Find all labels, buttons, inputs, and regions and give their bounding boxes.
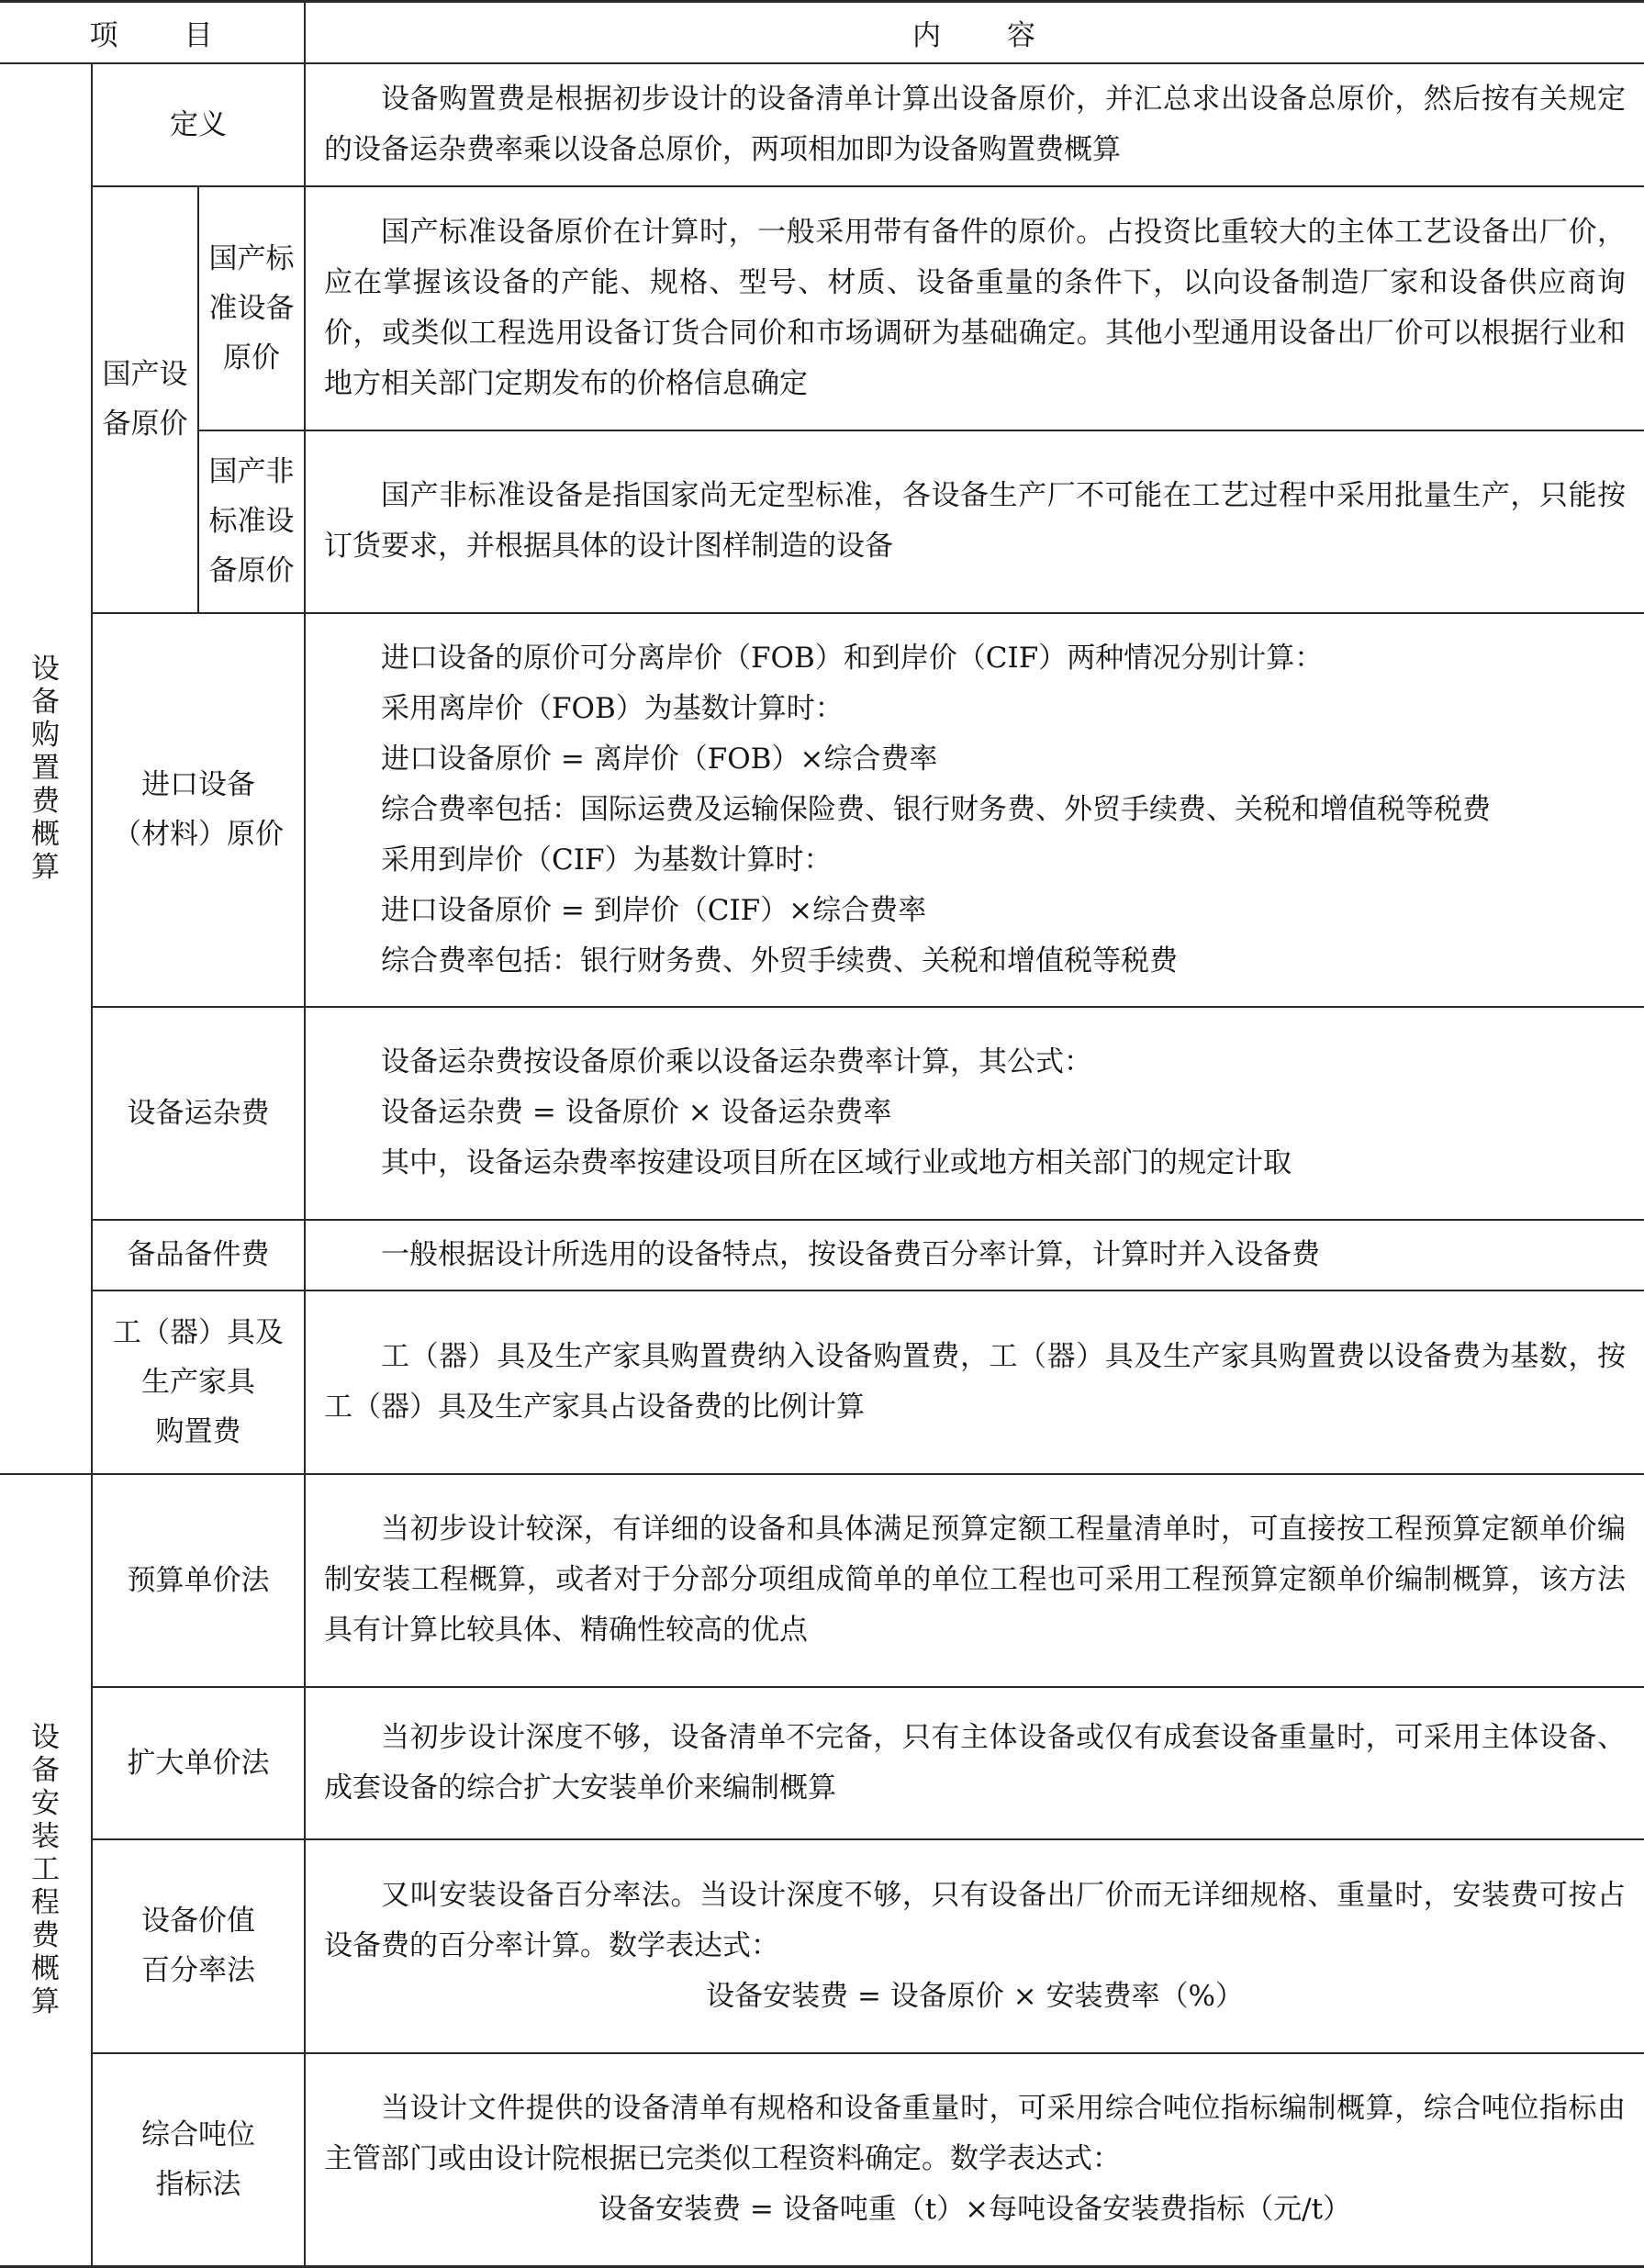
row-label: 定义 <box>92 63 305 186</box>
row-label: 综合吨位 指标法 <box>92 2053 305 2267</box>
row-content: 一般根据设计所选用的设备特点，按设备费百分率计算，计算时并入设备费 <box>305 1220 1644 1290</box>
table-row <box>0 430 1644 613</box>
row-content: 进口设备的原价可分离岸价（FOB）和到岸价（CIF）两种情况分别计算： 采用离岸价（FOB）为基数计算时： 进口设备原价 = 离岸价（FOB）×综合费率 综合费率包括：国际运费及运输保险费、银行财务费、外贸手续费、关税和增值税等税费 采用到岸价（CIF）为基数计算时： 进口设备原价 = 到岸价（CIF）×综合费率 综合费率包括：银行财务费、外贸手续费、关税和增值税等税费 <box>305 613 1644 1007</box>
row-content: 设备运杂费按设备原价乘以设备运杂费率计算，其公式： 设备运杂费 = 设备原价 × 设备运杂费率 其中，设备运杂费率按建设项目所在区域行业或地方相关部门的规定计取 <box>305 1007 1644 1220</box>
group-label-purchase: 设 备 购 置 费 概 算 <box>0 63 92 1474</box>
table-row <box>0 1474 1644 1687</box>
row-label: 扩大单价法 <box>92 1687 305 1839</box>
formula: 设备安装费 = 设备吨重（t）×每吨设备安装费指标（元/t） <box>598 2193 1352 2227</box>
row-sublabel: 国产非 标准设 备原价 <box>198 430 305 613</box>
table-row <box>0 2053 1644 2267</box>
row-content: 当初步设计较深，有详细的设备和具体满足预算定额工程量清单时，可直接按工程预算定额单价编制安装工程概算，或者对于分部分项组成简单的单位工程也可采用工程预算定额单价编制概算，该方法具有计算比较具体、精确性较高的优点 <box>305 1474 1644 1687</box>
row-content: 当初步设计深度不够，设备清单不完备，只有主体设备或仅有成套设备重量时，可采用主体设备、成套设备的综合扩大安装单价来编制概算 <box>305 1687 1644 1839</box>
row-content: 国产标准设备原价在计算时，一般采用带有备件的原价。占投资比重较大的主体工艺设备出厂价，应在掌握该设备的产能、规格、型号、材质、设备重量的条件下，以向设备制造厂家和设备供应商询价，或类似工程选用设备订货合同价和市场调研为基础确定。其他小型通用设备出厂价可以根据行业和地方相关部门定期发布的价格信息确定 <box>305 186 1644 430</box>
table-row <box>0 1220 1644 1290</box>
row-label: 备品备件费 <box>92 1220 305 1290</box>
table-row <box>0 1687 1644 1839</box>
header-row <box>0 2 1644 63</box>
row-content: 又叫安装设备百分率法。当设计深度不够，只有设备出厂价而无详细规格、重量时，安装费可按占设备费的百分率计算。数学表达式： 设备安装费 = 设备原价 × 安装费率（%） <box>305 1839 1644 2053</box>
table-row <box>0 63 1644 186</box>
row-content: 当设计文件提供的设备清单有规格和设备重量时，可采用综合吨位指标编制概算，综合吨位指标由主管部门或由设计院根据已完类似工程资料确定。数学表达式： 设备安装费 = 设备吨重（t）×每吨设备安装费指标（元/t） <box>305 2053 1644 2267</box>
row-label: 工（器）具及 生产家具 购置费 <box>92 1290 305 1474</box>
row-label: 设备价值 百分率法 <box>92 1839 305 2053</box>
formula: 设备安装费 = 设备原价 × 安装费率（%） <box>706 1979 1244 2013</box>
table-row <box>0 1839 1644 2053</box>
table-row <box>0 613 1644 1007</box>
row-label: 进口设备 （材料）原价 <box>92 613 305 1007</box>
table-row <box>0 1007 1644 1220</box>
row-label: 设备运杂费 <box>92 1007 305 1220</box>
table-row <box>0 1290 1644 1474</box>
row-sublabel: 国产标 准设备 原价 <box>198 186 305 430</box>
row-label: 预算单价法 <box>92 1474 305 1687</box>
row-content: 设备购置费是根据初步设计的设备清单计算出设备原价，并汇总求出设备总原价，然后按有关规定的设备运杂费率乘以设备总原价，两项相加即为设备购置费概算 <box>305 63 1644 186</box>
row-content: 国产非标准设备是指国家尚无定型标准，各设备生产厂不可能在工艺过程中采用批量生产，只能按订货要求，并根据具体的设计图样制造的设备 <box>305 430 1644 613</box>
header-content: 内 容 <box>305 2 1644 63</box>
row-content: 工（器）具及生产家具购置费纳入设备购置费，工（器）具及生产家具购置费以设备费为基数，按工（器）具及生产家具占设备费的比例计算 <box>305 1290 1644 1474</box>
table-row <box>0 186 1644 430</box>
row-label-domestic: 国产设 备原价 <box>92 186 198 613</box>
group-label-install: 设 备 安 装 工 程 费 概 算 <box>0 1474 92 2267</box>
header-item: 项 目 <box>0 2 305 63</box>
